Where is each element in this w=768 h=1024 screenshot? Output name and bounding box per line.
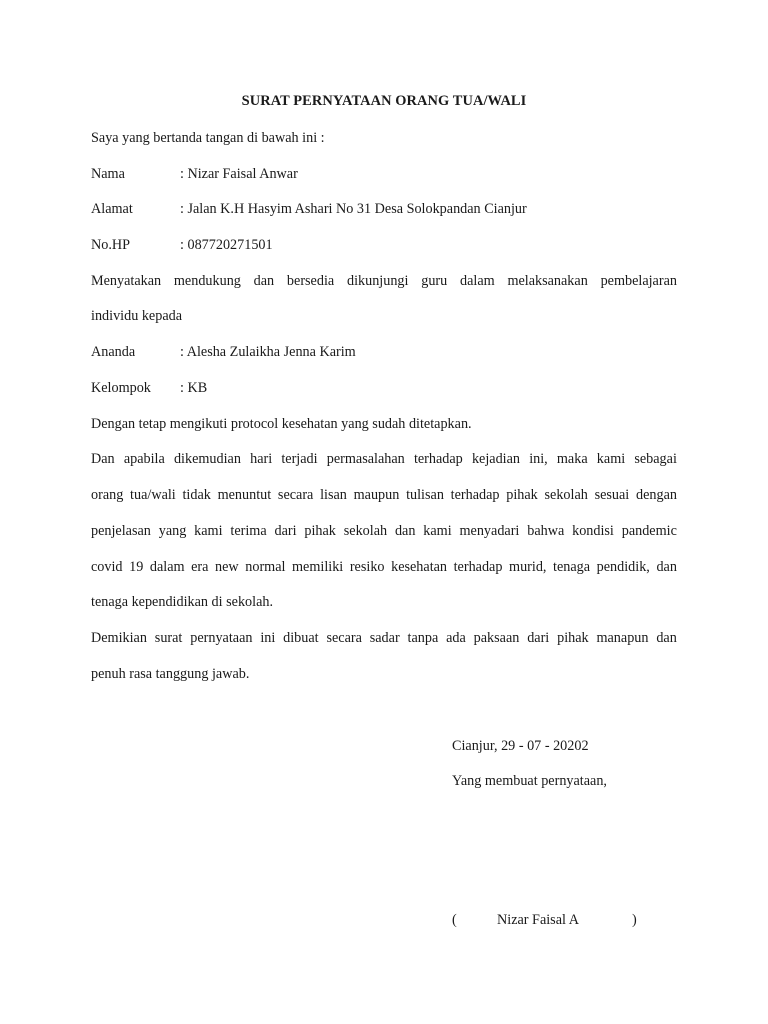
- word: dalam: [149, 559, 185, 575]
- word: dan: [394, 523, 416, 539]
- word: tenaga: [553, 559, 591, 575]
- word: terhadap: [413, 451, 463, 467]
- field-value-nama: : Nizar Faisal Anwar: [180, 166, 298, 182]
- word: era: [191, 559, 209, 575]
- word: dan: [656, 630, 677, 646]
- word: Demikian: [91, 630, 147, 646]
- close-parenthesis: ): [632, 912, 637, 928]
- word: ini,: [529, 451, 548, 467]
- word: 19: [129, 559, 144, 575]
- word: dalam: [460, 273, 495, 289]
- word: kami: [596, 451, 626, 467]
- word: resiko: [349, 559, 385, 575]
- word: pembelajaran: [600, 273, 677, 289]
- word: memiliki: [292, 559, 344, 575]
- paragraph1-line-2: [91, 486, 677, 504]
- word: dikemudian: [173, 451, 241, 467]
- word: tidak: [182, 487, 211, 503]
- word: dikunjungi: [346, 273, 409, 289]
- paragraph1-line-1: [91, 450, 677, 468]
- field-label-nohp: No.HP: [91, 237, 131, 253]
- word: sekolah: [343, 523, 388, 539]
- word: Menyatakan: [91, 273, 162, 289]
- word: hari: [250, 451, 273, 467]
- word: dibuat: [283, 630, 319, 646]
- field-value-kelompok: : KB: [180, 380, 208, 396]
- word: terjadi: [281, 451, 318, 467]
- word: maupun: [353, 487, 400, 503]
- signer-name: Nizar Faisal A: [497, 912, 579, 928]
- word: kami: [194, 523, 223, 539]
- field-label-ananda: Ananda: [91, 344, 136, 360]
- word: menyadari: [459, 523, 520, 539]
- field-value-alamat: : Jalan K.H Hasyim Ashari No 31 Desa Solokpandan Cianjur: [180, 201, 527, 217]
- word: dari: [274, 523, 297, 539]
- word: terhadap: [450, 487, 500, 503]
- statement-line-1: [91, 272, 677, 290]
- word: secara: [277, 487, 314, 503]
- word: ini: [260, 630, 276, 646]
- document-title: SURAT PERNYATAAN ORANG TUA/WALI: [241, 93, 527, 109]
- word: orang: [91, 487, 124, 503]
- word: murid,: [509, 559, 547, 575]
- word: apabila: [123, 451, 165, 467]
- paragraph1-line-3: [91, 522, 677, 540]
- word: bahwa: [527, 523, 565, 539]
- word: kondisi: [572, 523, 614, 539]
- paragraph2-line-2: penuh rasa tanggung jawab.: [91, 666, 250, 682]
- word: new: [215, 559, 239, 575]
- field-value-ananda: : Alesha Zulaikha Jenna Karim: [180, 344, 356, 360]
- word: tua/wali: [130, 487, 176, 503]
- word: pendidik,: [596, 559, 650, 575]
- word: ada: [446, 630, 466, 646]
- intro-text: Saya yang bertanda tangan di bawah ini :: [91, 130, 325, 146]
- word: tanpa: [407, 630, 439, 646]
- word: lisan: [320, 487, 347, 503]
- word: pernyataan: [190, 630, 253, 646]
- word: kesehatan: [391, 559, 448, 575]
- word: normal: [245, 559, 286, 575]
- field-label-alamat: Alamat: [91, 201, 133, 217]
- word: Dan: [91, 451, 115, 467]
- word: guru: [421, 273, 448, 289]
- paragraph2-line-1: [91, 629, 677, 647]
- word: dari: [527, 630, 550, 646]
- word: paksaan: [473, 630, 520, 646]
- word: mendukung: [173, 273, 241, 289]
- signature-name-row: [452, 911, 642, 929]
- word: pihak: [557, 630, 589, 646]
- word: sebagai: [634, 451, 677, 467]
- word: dan: [253, 273, 275, 289]
- statement-line-2: individu kepada: [91, 308, 183, 324]
- word: penjelasan: [91, 523, 151, 539]
- field-label-nama: Nama: [91, 166, 125, 182]
- word: kejadian: [471, 451, 521, 467]
- place-date: Cianjur, 29 - 07 - 20202: [452, 738, 589, 754]
- word: covid: [91, 559, 123, 575]
- word: yang: [158, 523, 187, 539]
- field-value-nohp: : 087720271501: [180, 237, 273, 253]
- signer-caption: Yang membuat pernyataan,: [452, 773, 607, 789]
- open-parenthesis: (: [452, 912, 457, 928]
- word: pihak: [304, 523, 336, 539]
- word: terima: [230, 523, 267, 539]
- word: sesuai: [594, 487, 630, 503]
- word: dengan: [636, 487, 677, 503]
- word: sekolah: [544, 487, 588, 503]
- word: kami: [423, 523, 452, 539]
- word: tulisan: [406, 487, 444, 503]
- word: menuntut: [217, 487, 272, 503]
- word: pihak: [506, 487, 538, 503]
- paragraph1-line-4: [91, 558, 677, 576]
- word: bersedia: [286, 273, 335, 289]
- health-protocol-text: Dengan tetap mengikuti protocol kesehatan yang sudah ditetapkan.: [91, 416, 472, 432]
- word: secara: [326, 630, 362, 646]
- word: pandemic: [621, 523, 677, 539]
- paragraph1-line-5: tenaga kependidikan di sekolah.: [91, 594, 274, 610]
- field-label-kelompok: Kelompok: [91, 380, 151, 396]
- word: terhadap: [453, 559, 503, 575]
- word: permasalahan: [326, 451, 405, 467]
- word: surat: [154, 630, 183, 646]
- word: dan: [656, 559, 677, 575]
- word: manapun: [596, 630, 649, 646]
- word: melaksanakan: [507, 273, 588, 289]
- word: maka: [556, 451, 588, 467]
- word: sadar: [369, 630, 400, 646]
